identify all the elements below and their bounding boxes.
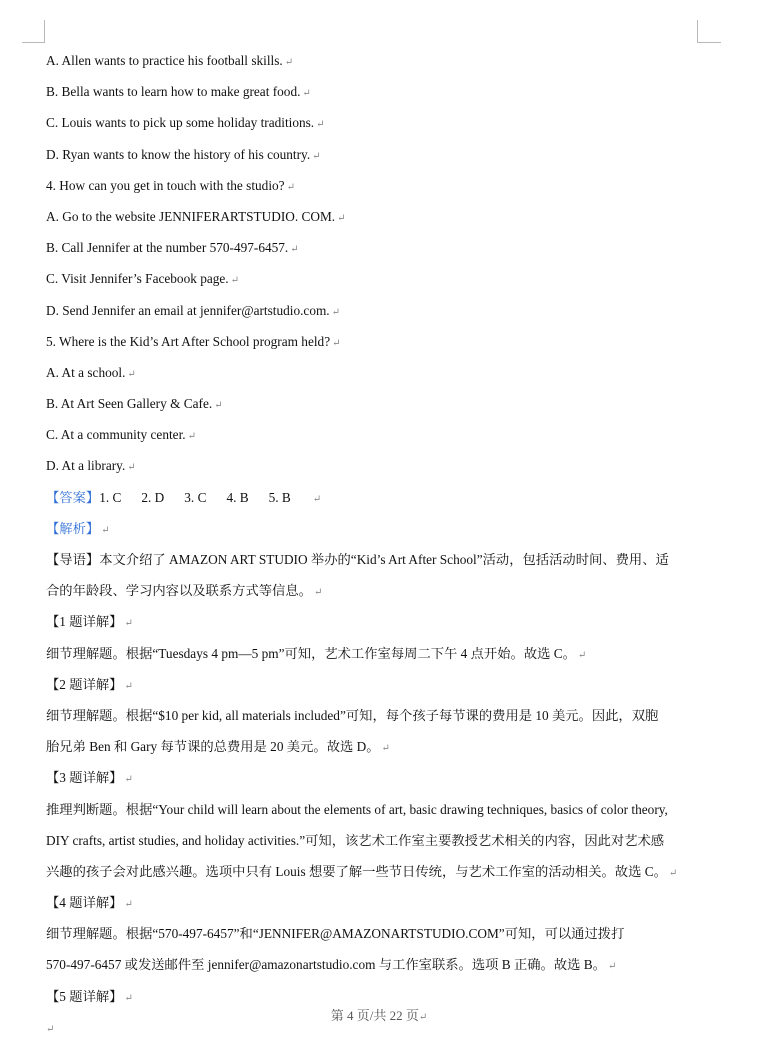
option-line: B. Bella wants to learn how to make great food. ↵ [46,84,311,100]
corner-mark-top-left [44,20,45,42]
detail-heading: 【2 题详解】 ↵ [46,676,133,692]
page-number: 第 4 页/共 22 页 [330,1008,419,1023]
question-5: 5. Where is the Kid’s Art After School program held? ↵ [46,333,341,349]
detail-heading: 【5 题详解】 ↵ [46,988,133,1004]
document-body [46,50,710,1017]
detail-heading: 【4 题详解】 ↵ [46,895,133,911]
option-line: D. At a library. ↵ [46,458,136,474]
option-line: C. Visit Jennifer’s Facebook page. ↵ [46,271,240,287]
answer-label: 【答案】 [46,489,100,505]
detail-text: 胎兄弟 Ben 和 Gary 每节课的总费用是 20 美元。故选 D。 ↵ [46,739,390,755]
detail-heading: 【3 题详解】 ↵ [46,770,133,786]
answer-line: 【答案】1. C 2. D 3. C 4. B 5. B ↵ [46,487,710,518]
detail-text: DIY crafts, artist studies, and holiday activities.”可知，该艺术工作室主要教授艺术相关的内容，因此对艺术感 [46,832,665,848]
detail-text: 570-497-6457 或发送邮件至 jennifer@amazonartstudio.com 与工作室联系。选项 B 正确。故选 B。 ↵ [46,957,617,973]
corner-mark-top-right [697,20,698,42]
corner-mark-top-right-h [697,42,721,43]
option-line: C. Louis wants to pick up some holiday traditions. ↵ [46,115,325,131]
question-4: 4. How can you get in touch with the studio? ↵ [46,177,295,193]
option-line: A. Allen wants to practice his football skills. ↵ [46,53,294,68]
answer-item: 3. C [184,489,207,505]
option-line: A. Go to the website JENNIFERARTSTUDIO. COM. ↵ [46,208,346,224]
corner-mark-top-left-h [22,42,45,43]
paragraph-mark: ↵ [46,1024,55,1035]
detail-text: 兴趣的孩子会对此感兴趣。选项中只有 Louis 想要了解一些节日传统，与艺术工作室的活动相关。故选 C。 ↵ [46,863,678,879]
detail-text: 推理判断题。根据“Your child will learn about the elements of art, basic drawing techniques, basics of color theory, [46,801,668,817]
answer-item: 5. B [268,489,291,505]
option-line: B. At Art Seen Gallery & Cafe. ↵ [46,396,223,412]
option-line: B. Call Jennifer at the number 570-497-6457. ↵ [46,240,299,256]
option-line: A. At a school. ↵ [46,364,136,380]
option-line: D. Send Jennifer an email at jennifer@artstudio.com. ↵ [46,302,341,318]
detail-text: 细节理解题。根据“Tuesdays 4 pm—5 pm”可知，艺术工作室每周二下午 4 点开始。故选 C。 ↵ [46,645,587,661]
answer-item: 1. C [99,489,122,505]
detail-text: 细节理解题。根据“$10 per kid, all materials included”可知，每个孩子每节课的费用是 10 美元。因此，双胞 [46,707,659,723]
detail-heading: 【1 题详解】 ↵ [46,614,133,630]
analysis-label: 【解析】 ↵ [46,520,110,536]
answer-item: 2. D [141,489,165,505]
option-line: C. At a community center. ↵ [46,427,196,443]
detail-text: 细节理解题。根据“570-497-6457”和“JENNIFER@AMAZONARTSTUDIO.COM”可知，可以通过拨打 [46,926,625,942]
guide-label: 【导语】 [46,552,100,567]
page-footer: 第 4 页/共 22 页↵ [330,1008,428,1023]
answer-item: 4. B [226,489,249,505]
guide-line: 合的年龄段、学习内容以及联系方式等信息。 ↵ [46,583,323,599]
option-line: D. Ryan wants to know the history of his country. ↵ [46,146,321,162]
guide-line: 【导语】本文介绍了 AMAZON ART STUDIO 举办的“Kid’s Art After School”活动，包括活动时间、费用、适 [46,552,669,567]
